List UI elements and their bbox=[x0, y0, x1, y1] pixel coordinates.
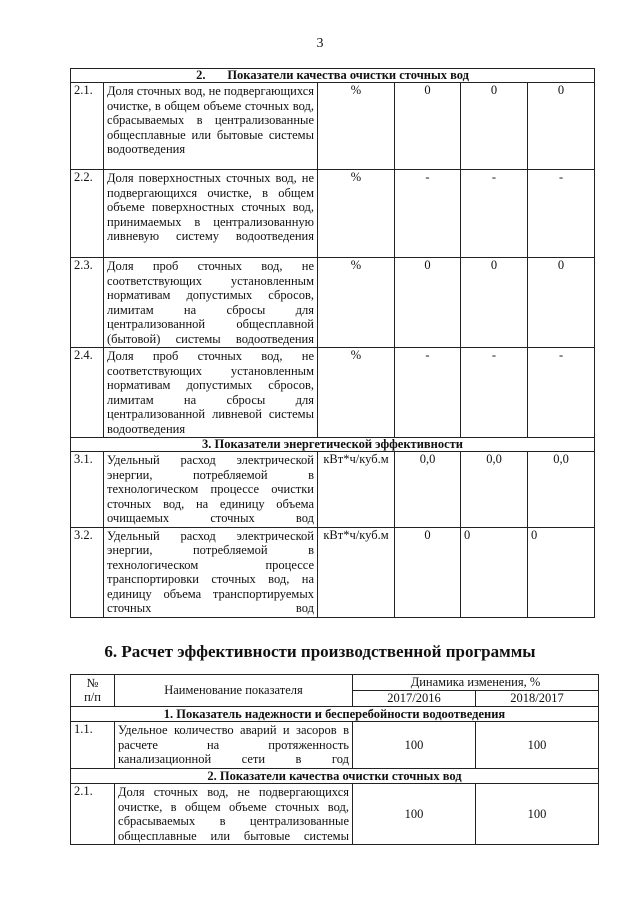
row-description: Доля проб сточных вод, не соответствующих установленным нормативам допустимых сбросов, лимитам на сбросы для централизованной ливневой системы водоотведения bbox=[104, 348, 318, 438]
row-number: 2.2. bbox=[71, 170, 104, 258]
row-number: 3.2. bbox=[71, 527, 104, 617]
row-number: 2.4. bbox=[71, 348, 104, 438]
table-row bbox=[71, 784, 599, 845]
row-value: - bbox=[461, 348, 528, 438]
row-value: 100 bbox=[476, 722, 599, 769]
row-value: - bbox=[528, 348, 595, 438]
row-value: 0 bbox=[461, 258, 528, 348]
table-row bbox=[71, 258, 595, 348]
page-number: 3 bbox=[316, 36, 324, 51]
row-number: 2.1. bbox=[71, 83, 104, 170]
table-row bbox=[71, 83, 595, 170]
row-description: Удельный расход электрической энергии, потребляемой в технологическом процессе очистки сточных вод, на единицу объема очищаемых сточных вод bbox=[104, 452, 318, 528]
row-value: 100 bbox=[353, 784, 476, 845]
row-value: 0 bbox=[395, 83, 461, 170]
column-header-name: Наименование показателя bbox=[115, 675, 353, 707]
row-value: 0,0 bbox=[461, 452, 528, 528]
indicators-table bbox=[70, 68, 595, 618]
section-6-heading: 6. Расчет эффективности производственной программы bbox=[104, 642, 536, 661]
column-header-dynamics: Динамика изменения, % bbox=[353, 675, 599, 691]
row-value: 0 bbox=[528, 83, 595, 170]
column-header-year: 2017/2016 bbox=[353, 691, 476, 707]
row-value: - bbox=[395, 170, 461, 258]
row-value: 0 bbox=[528, 527, 595, 617]
row-unit: % bbox=[318, 258, 395, 348]
section-header-reliability: 1. Показатель надежности и бесперебойности водоотведения bbox=[71, 706, 599, 722]
row-value: 0 bbox=[461, 527, 528, 617]
table-row bbox=[71, 452, 595, 528]
row-description: Доля сточных вод, не подвергающихся очистке, в общем объеме сточных вод, сбрасываемых в централизованные общесплавные или бытовые системы bbox=[115, 784, 353, 845]
row-unit: кВт*ч/куб.м bbox=[318, 452, 395, 528]
table-row bbox=[71, 722, 599, 769]
table-row bbox=[71, 170, 595, 258]
row-value: 0 bbox=[395, 258, 461, 348]
row-value: 100 bbox=[476, 784, 599, 845]
row-description: Доля проб сточных вод, не соответствующих установленным нормативам допустимых сбросов, лимитам на сбросы для централизованной общесплавной (бытовой) системы водоотведения bbox=[104, 258, 318, 348]
efficiency-table bbox=[70, 674, 599, 845]
row-number: 1.1. bbox=[71, 722, 115, 769]
row-value: - bbox=[395, 348, 461, 438]
row-description: Доля поверхностных сточных вод, не подвергающихся очистке, в общем объеме поверхностных сточных вод, принимаемых в централизованную ливневую систему водоотведения bbox=[104, 170, 318, 258]
row-value: 0 bbox=[461, 83, 528, 170]
section-header-energy: 3. Показатели энергетической эффективности bbox=[71, 438, 595, 452]
row-description: Доля сточных вод, не подвергающихся очистке, в общем объеме сточных вод, сбрасываемых в централизованные общесплавные или бытовые системы водоотведения bbox=[104, 83, 318, 170]
row-unit: % bbox=[318, 348, 395, 438]
row-value: 100 bbox=[353, 722, 476, 769]
row-unit: % bbox=[318, 83, 395, 170]
row-value: 0 bbox=[395, 527, 461, 617]
table-row bbox=[71, 348, 595, 438]
row-value: 0,0 bbox=[395, 452, 461, 528]
row-description: Удельное количество аварий и засоров в расчете на протяженность канализационной сети в год bbox=[115, 722, 353, 769]
column-header-number: № п/п bbox=[71, 675, 115, 707]
row-number: 2.1. bbox=[71, 784, 115, 845]
row-number: 3.1. bbox=[71, 452, 104, 528]
row-value: 0 bbox=[528, 258, 595, 348]
table-row bbox=[71, 527, 595, 617]
row-description: Удельный расход электрической энергии, потребляемой в технологическом процессе транспортировки сточных вод, на единицу объема транспортируемых сточных вод bbox=[104, 527, 318, 617]
row-number: 2.3. bbox=[71, 258, 104, 348]
row-value: - bbox=[528, 170, 595, 258]
section-header-quality: 2. Показатели качества очистки сточных вод bbox=[71, 69, 595, 83]
row-unit: % bbox=[318, 170, 395, 258]
row-value: 0,0 bbox=[528, 452, 595, 528]
section-header-quality: 2. Показатели качества очистки сточных вод bbox=[71, 768, 599, 784]
row-value: - bbox=[461, 170, 528, 258]
column-header-year: 2018/2017 bbox=[476, 691, 599, 707]
row-unit: кВт*ч/куб.м bbox=[318, 527, 395, 617]
